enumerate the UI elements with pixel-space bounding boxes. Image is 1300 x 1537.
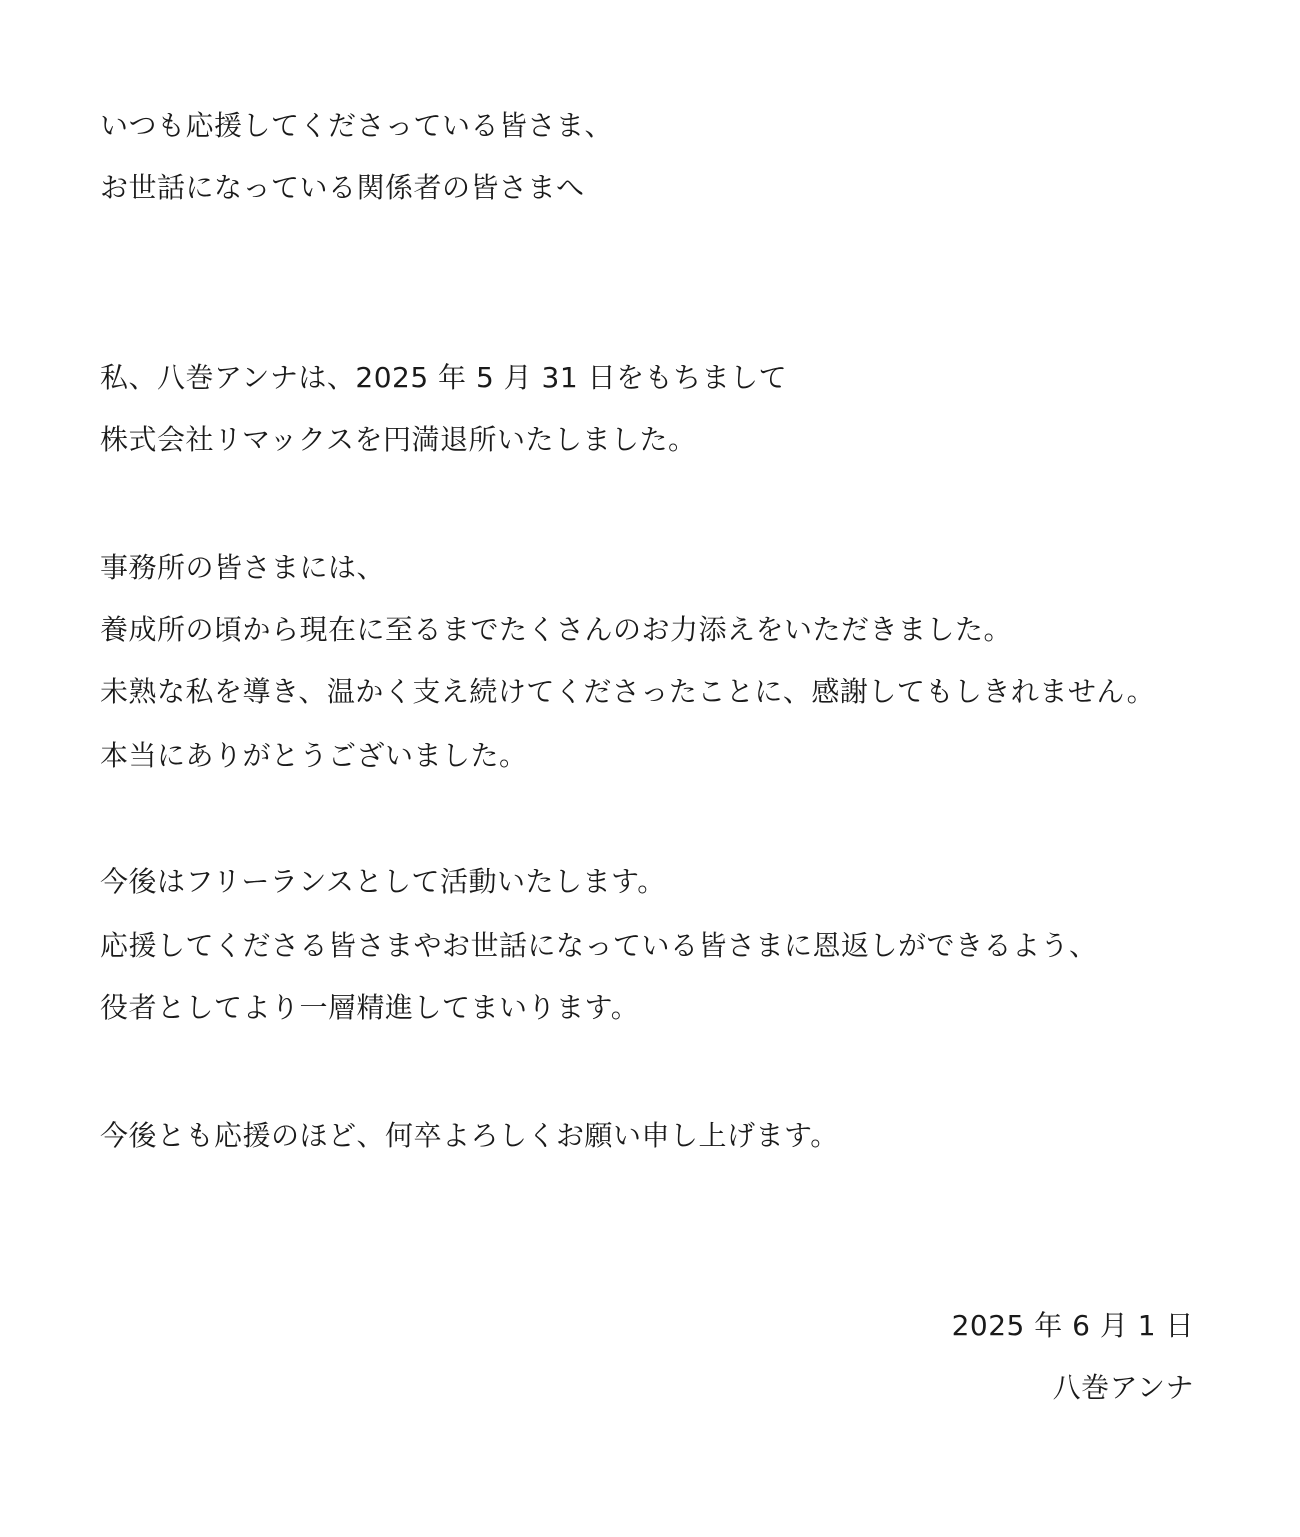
greeting-line-1: いつも応援してくださっている皆さま、 bbox=[100, 109, 614, 142]
greeting-line-2: お世話になっている関係者の皆さまへ bbox=[100, 171, 585, 204]
signature-date: 2025 年 6 月 1 日 bbox=[951, 1309, 1194, 1342]
thanks-line-3: 未熟な私を導き、温かく支え続けてくださったことに、感謝してもしきれません。 bbox=[100, 675, 1156, 708]
future-line-3: 役者としてより一層精進してまいります。 bbox=[100, 991, 640, 1024]
future-line-2: 応援してくださる皆さまやお世話になっている皆さまに恩返しができるよう、 bbox=[100, 929, 1098, 962]
announcement-line-2: 株式会社リマックスを円満退所いたしました。 bbox=[100, 423, 697, 456]
thanks-line-4: 本当にありがとうございました。 bbox=[100, 739, 528, 772]
thanks-line-2: 養成所の頃から現在に至るまでたくさんのお力添えをいただきました。 bbox=[100, 613, 1013, 646]
closing-line: 今後とも応援のほど、何卒よろしくお願い申し上げます。 bbox=[100, 1119, 839, 1152]
signature-name: 八巻アンナ bbox=[1052, 1371, 1194, 1404]
announcement-line-1: 私、八巻アンナは、2025 年 5 月 31 日をもちまして bbox=[100, 361, 788, 394]
future-line-1: 今後はフリーランスとして活動いたします。 bbox=[100, 865, 666, 898]
thanks-line-1: 事務所の皆さまには、 bbox=[100, 551, 386, 584]
